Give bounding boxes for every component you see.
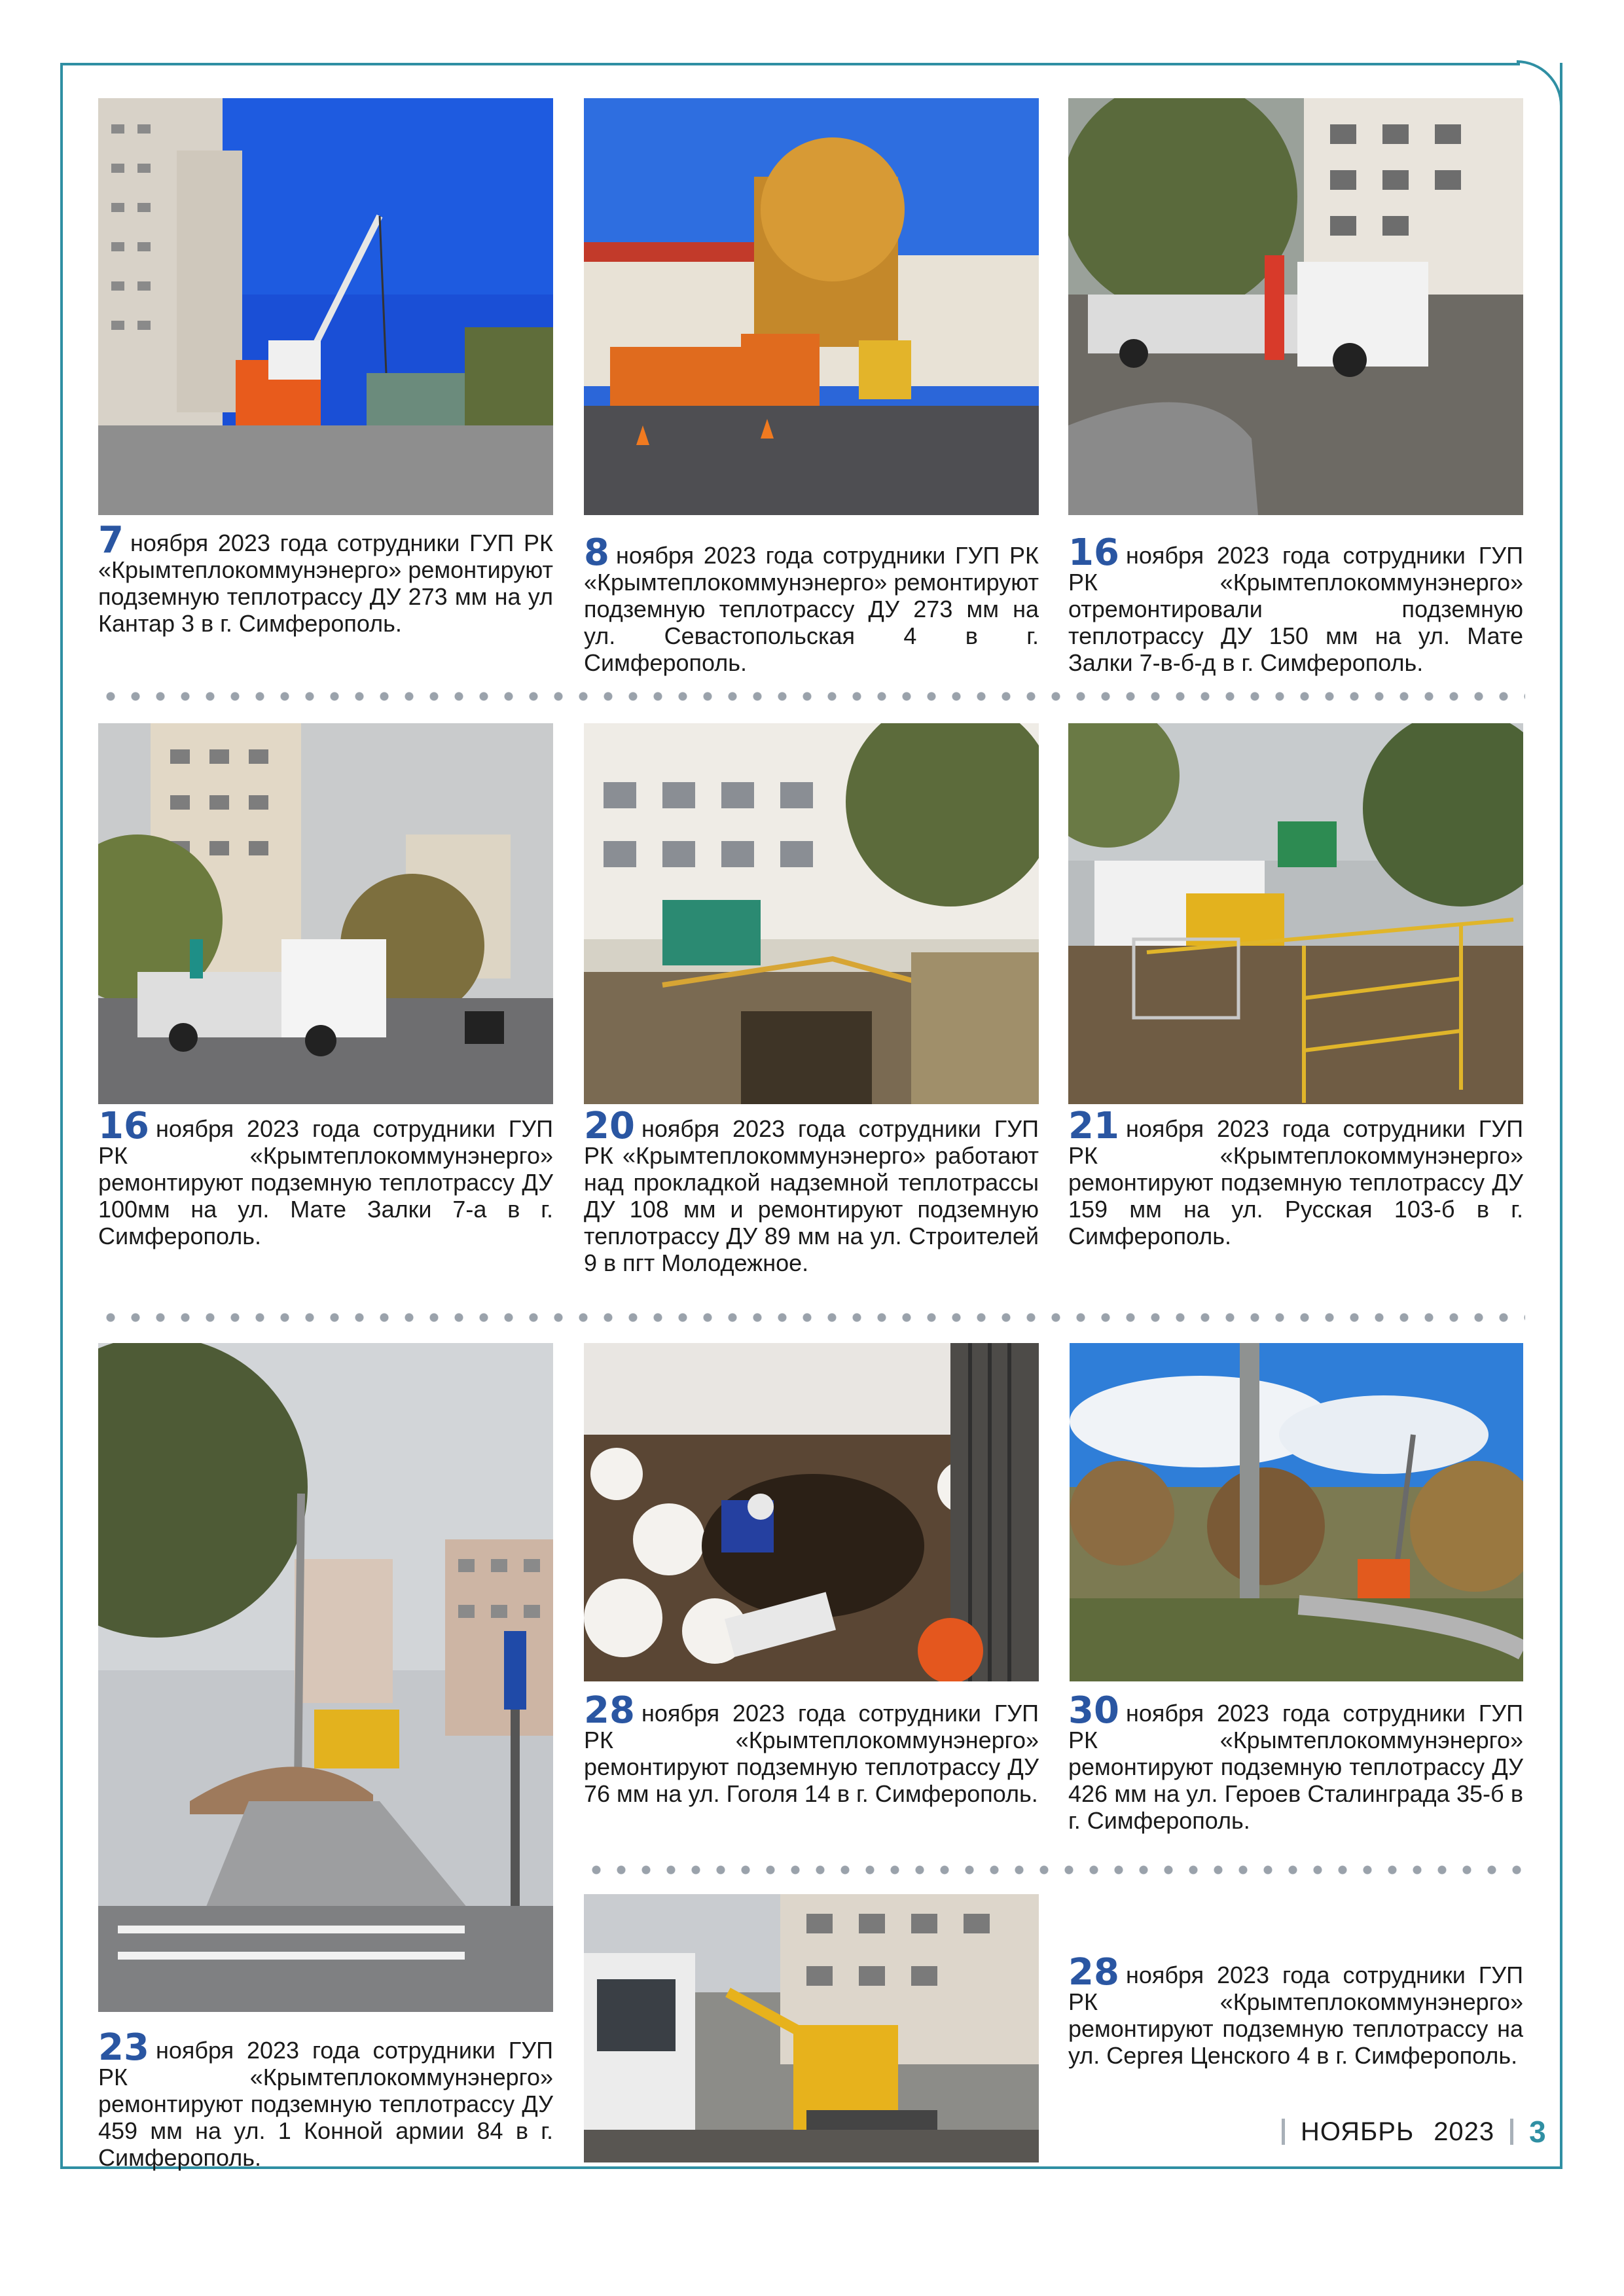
- dotted-divider: [584, 1865, 1526, 1874]
- photo-white-truck: [98, 723, 553, 1104]
- caption-2: [584, 531, 1039, 676]
- caption-day: 30: [1068, 1689, 1119, 1732]
- caption-day: 20: [584, 1105, 635, 1147]
- dotted-divider: [98, 1313, 1525, 1322]
- caption-text: ноября 2023 года сотрудники ГУП РК «Крымтеплокоммунэнерго» отремонтировали подземную теплотрассу ДУ 150 мм на ул. Мате Залки 7-в-б-д в г. Симферополь.: [1068, 542, 1523, 676]
- caption-1: [98, 519, 553, 637]
- photo-crane-kantar: [98, 98, 553, 515]
- caption-day: 8: [584, 531, 609, 574]
- caption-text: ноября 2023 года сотрудники ГУП РК «Крымтеплокоммунэнерго» ремонтируют подземную теплотрассу ДУ 273 мм на ул. Севастопольская 4 в г. Симферополь.: [584, 542, 1039, 676]
- photo-trench-building: [584, 723, 1039, 1104]
- caption-6: [1068, 1105, 1523, 1249]
- photo-worker-pit: [584, 1343, 1039, 1681]
- caption-day: 16: [98, 1105, 149, 1147]
- photo-theater-street: [584, 98, 1039, 515]
- footer-divider: [1282, 2119, 1285, 2145]
- page-number: 3: [1529, 2115, 1547, 2149]
- footer-divider: [1510, 2119, 1513, 2145]
- caption-9: [1068, 1689, 1523, 1834]
- footer-month: НОЯБРЬ: [1301, 2117, 1415, 2146]
- caption-text: ноября 2023 года сотрудники ГУП РК «Крымтеплокоммунэнерго» ремонтируют подземную теплотрассу на ул. Сергея Ценского 4 в г. Симферополь.: [1068, 1962, 1523, 2069]
- caption-8: [584, 1689, 1039, 1807]
- photo-backhoe-yard: [584, 1894, 1039, 2162]
- photo-truck-yard: [1068, 98, 1523, 515]
- caption-text: ноября 2023 года сотрудники ГУП РК «Крымтеплокоммунэнерго» ремонтируют подземную теплотрассу ДУ 159 мм на ул. Русская 103-б в г. Симферополь.: [1068, 1115, 1523, 1249]
- dotted-divider: [98, 692, 1525, 701]
- caption-day: 28: [584, 1689, 635, 1732]
- page-footer: [1282, 2109, 1547, 2155]
- footer-year: 2023: [1434, 2117, 1495, 2146]
- photo-excavation-street: [98, 1343, 553, 2012]
- caption-text: ноября 2023 года сотрудники ГУП РК «Крымтеплокоммунэнерго» ремонтируют подземную теплотрассу ДУ 100мм на ул. Мате Залки 7-а в г. Симферополь.: [98, 1115, 553, 1249]
- photo-crane-hill: [1070, 1343, 1523, 1681]
- caption-text: ноября 2023 года сотрудники ГУП РК «Крымтеплокоммунэнерго» работают над прокладкой надземной теплотрассы ДУ 108 мм и ремонтируют подземную теплотрассу ДУ 89 мм на ул. Строителей 9 в пгт Молодежное.: [584, 1115, 1039, 1276]
- caption-3: [1068, 531, 1523, 676]
- caption-4: [98, 1105, 553, 1249]
- caption-10: [1068, 1951, 1523, 2069]
- caption-text: ноября 2023 года сотрудники ГУП РК «Крымтеплокоммунэнерго» ремонтируют подземную теплотрассу ДУ 273 мм на ул Кантар 3 в г. Симферополь.: [98, 529, 553, 637]
- caption-5: [584, 1105, 1039, 1276]
- caption-day: 21: [1068, 1105, 1119, 1147]
- photo-excavator-fence: [1068, 723, 1523, 1104]
- caption-day: 16: [1068, 531, 1119, 574]
- caption-day: 23: [98, 2026, 149, 2069]
- caption-7: [98, 2026, 553, 2171]
- caption-text: ноября 2023 года сотрудники ГУП РК «Крымтеплокоммунэнерго» ремонтируют подземную теплотрассу ДУ 459 мм на ул. 1 Конной армии 84 в г. Симферополь.: [98, 2037, 553, 2171]
- caption-text: ноября 2023 года сотрудники ГУП РК «Крымтеплокоммунэнерго» ремонтируют подземную теплотрассу ДУ 426 мм на ул. Героев Сталинграда 35-б в г. Симферополь.: [1068, 1700, 1523, 1834]
- frame-corner: [1517, 60, 1562, 106]
- caption-day: 28: [1068, 1951, 1119, 1994]
- caption-day: 7: [98, 519, 124, 562]
- caption-text: ноября 2023 года сотрудники ГУП РК «Крымтеплокоммунэнерго» ремонтируют подземную теплотрассу ДУ 76 мм на ул. Гоголя 14 в г. Симферополь.: [584, 1700, 1039, 1807]
